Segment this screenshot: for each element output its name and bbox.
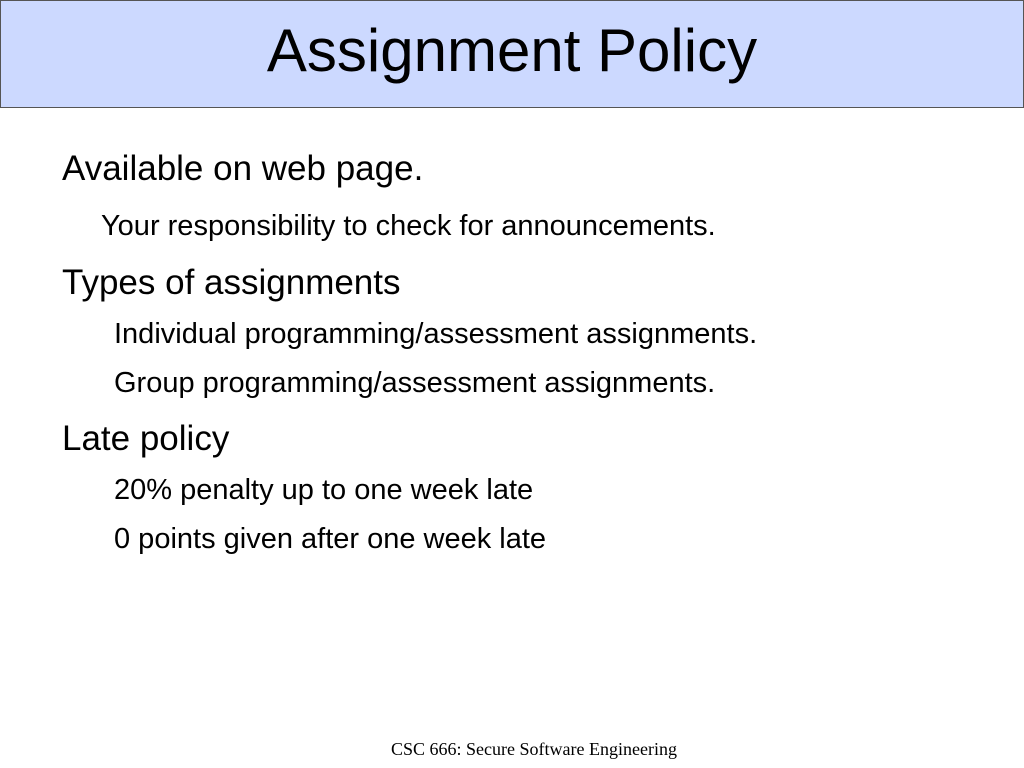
section-item-announcements: Your responsibility to check for announcements. bbox=[101, 210, 716, 242]
section-item-zero-points: 0 points given after one week late bbox=[114, 523, 547, 555]
section-item-individual-assignments: Individual programming/assessment assignments. bbox=[114, 318, 758, 350]
section-item-late-penalty: 20% penalty up to one week late bbox=[114, 474, 534, 506]
section-heading-web-page: Available on web page. bbox=[62, 149, 424, 188]
slide-footer: CSC 666: Secure Software Engineering bbox=[391, 739, 677, 759]
section-heading-late-policy: Late policy bbox=[62, 419, 230, 458]
title-bar bbox=[0, 0, 1024, 108]
slide-title: Assignment Policy bbox=[266, 17, 758, 84]
section-heading-assignment-types: Types of assignments bbox=[62, 263, 401, 302]
section-item-group-assignments: Group programming/assessment assignments. bbox=[114, 367, 716, 399]
